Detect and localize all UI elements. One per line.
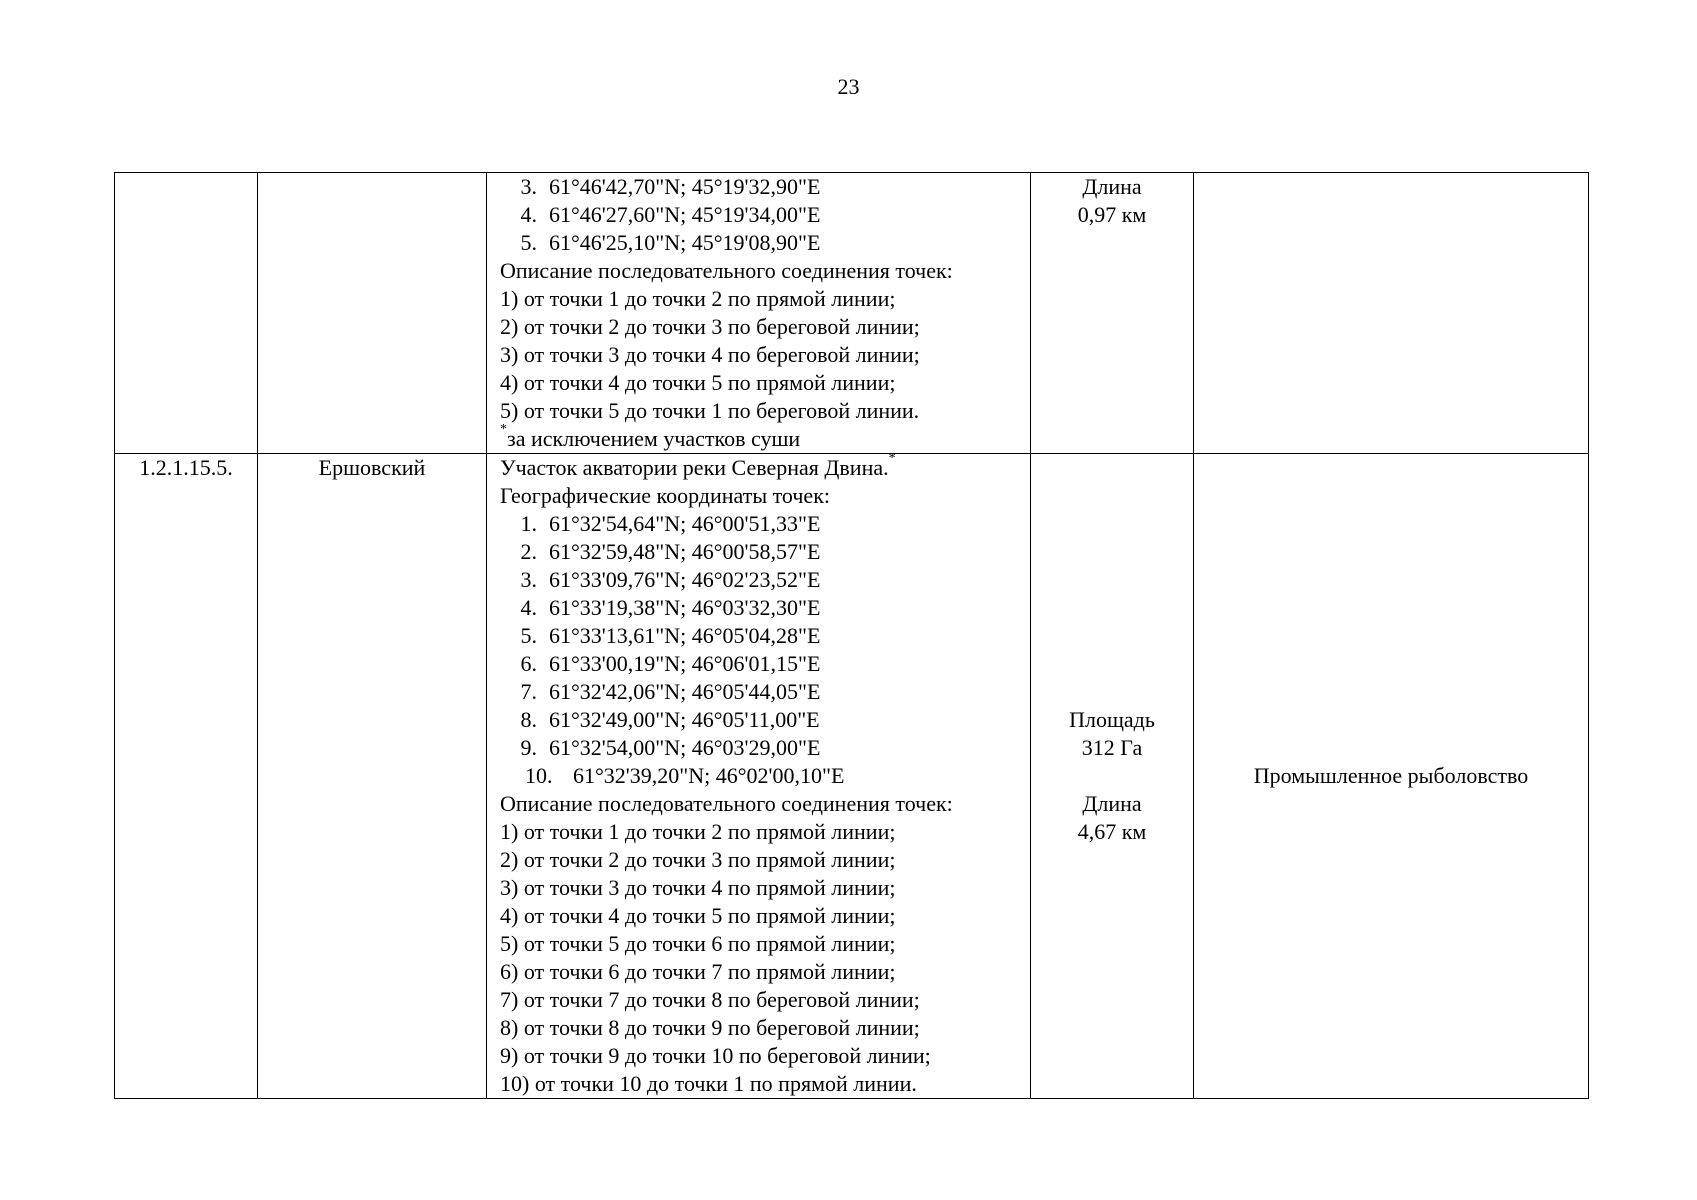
- coordinate-point: [487, 594, 1030, 622]
- fishing-areas-table: [114, 172, 1589, 1099]
- connection-title: Описание последовательного соединения точек:: [500, 791, 953, 816]
- point-coords: 61°33'09,76"N; 46°02'23,52"E: [549, 567, 821, 592]
- footnote-mark: *: [500, 422, 507, 437]
- coordinate-point: [487, 229, 1030, 257]
- point-coords: 61°32'49,00"N; 46°05'11,00"E: [549, 707, 820, 732]
- point-coords: 61°46'25,10"N; 45°19'08,90"E: [549, 230, 821, 255]
- coordinate-point: [487, 622, 1030, 650]
- coordinate-point: [487, 566, 1030, 594]
- point-coords: 61°33'13,61"N; 46°05'04,28"E: [549, 623, 821, 648]
- description-cell: [487, 173, 1031, 454]
- connection-line: 10) от точки 10 до точки 1 по прямой линии.: [500, 1071, 917, 1096]
- name-cell: [258, 454, 487, 1099]
- blank-line: [1031, 762, 1193, 790]
- area-title-text: Участок акватории реки Северная Двина.: [500, 455, 889, 480]
- coordinate-point: [487, 650, 1030, 678]
- table-row: [115, 454, 1589, 1099]
- connection-line: 4) от точки 4 до точки 5 по прямой линии;: [500, 903, 896, 928]
- area-label: Площадь: [1069, 707, 1155, 732]
- point-number: 7.: [520, 679, 537, 704]
- point-coords: 61°32'54,00"N; 46°03'29,00"E: [549, 735, 821, 760]
- footnote: [487, 422, 1030, 453]
- name-cell: [258, 173, 487, 454]
- connection-line: 2) от точки 2 до точки 3 по прямой линии;: [500, 847, 896, 872]
- usage-type: Промышленное рыболовство: [1253, 763, 1529, 788]
- area-code: 1.2.1.15.5.: [139, 455, 233, 480]
- length-label: Длина: [1082, 791, 1142, 816]
- connection-line: 4) от точки 4 до точки 5 по прямой линии;: [500, 370, 896, 395]
- point-number: 4.: [520, 202, 537, 227]
- point-coords: 61°46'27,60"N; 45°19'34,00"E: [549, 202, 821, 227]
- point-coords: 61°33'19,38"N; 46°03'32,30"E: [549, 595, 821, 620]
- connection-line: 2) от точки 2 до точки 3 по береговой линии;: [500, 314, 920, 339]
- table-row: [115, 173, 1589, 454]
- usage-cell: [1194, 173, 1589, 454]
- coordinate-point: [487, 538, 1030, 566]
- connection-line: 5) от точки 5 до точки 6 по прямой линии;: [500, 931, 896, 956]
- footnote-text: за исключением участков суши: [507, 426, 801, 451]
- point-coords: 61°32'54,64"N; 46°00'51,33"E: [549, 511, 821, 536]
- point-coords: 61°33'00,19"N; 46°06'01,15"E: [549, 651, 821, 676]
- coordinate-point: [487, 734, 1030, 762]
- description-cell: [487, 451, 1031, 1099]
- code-cell: [115, 173, 258, 454]
- point-number: 5.: [520, 230, 537, 255]
- connection-line: 6) от точки 6 до точки 7 по прямой линии;: [500, 959, 896, 984]
- point-number: 10.: [525, 763, 553, 788]
- coordinate-point: [487, 173, 1030, 201]
- connection-line: 1) от точки 1 до точки 2 по прямой линии;: [500, 286, 896, 311]
- coordinate-point: [487, 706, 1030, 734]
- connection-line: 5) от точки 5 до точки 1 по береговой линии.: [500, 398, 920, 423]
- point-number: 3.: [520, 174, 537, 199]
- connection-line: 9) от точки 9 до точки 10 по береговой линии;: [500, 1043, 931, 1068]
- point-number: 8.: [520, 707, 537, 732]
- point-number: 6.: [520, 651, 537, 676]
- length-value: 4,67 км: [1077, 819, 1147, 844]
- connection-line: 3) от точки 3 до точки 4 по прямой линии;: [500, 875, 896, 900]
- connection-title: Описание последовательного соединения точек:: [500, 258, 953, 283]
- usage-cell: [1194, 454, 1589, 1099]
- code-cell: [115, 454, 258, 1099]
- connection-line: 7) от точки 7 до точки 8 по береговой линии;: [500, 987, 920, 1012]
- coordinate-point: [487, 201, 1030, 229]
- size-cell: [1031, 173, 1194, 454]
- point-coords: 61°32'59,48"N; 46°00'58,57"E: [549, 539, 821, 564]
- connection-line: 8) от точки 8 до точки 9 по береговой линии;: [500, 1015, 920, 1040]
- point-number: 5.: [520, 623, 537, 648]
- size-cell: [1031, 454, 1194, 1099]
- point-coords: 61°32'42,06"N; 46°05'44,05"E: [549, 679, 821, 704]
- coordinate-point: [487, 678, 1030, 706]
- point-number: 2.: [520, 539, 537, 564]
- area-name: Ершовский: [318, 455, 426, 480]
- point-coords: 61°46'42,70"N; 45°19'32,90"E: [549, 174, 821, 199]
- page-number: 23: [837, 74, 860, 99]
- connection-line: 1) от точки 1 до точки 2 по прямой линии;: [500, 819, 896, 844]
- length-label: Длина: [1082, 174, 1142, 199]
- point-number: 1.: [520, 511, 537, 536]
- point-number: 4.: [520, 595, 537, 620]
- length-value: 0,97 км: [1077, 202, 1147, 227]
- size-spacer: [1031, 454, 1193, 706]
- area-title: [487, 451, 1030, 482]
- coords-title: Географические координаты точек:: [500, 483, 830, 508]
- coordinate-point: [487, 510, 1030, 538]
- point-number: 3.: [520, 567, 537, 592]
- point-coords: 61°32'39,20"N; 46°02'00,10"E: [573, 763, 845, 788]
- area-value: 312 Га: [1081, 735, 1143, 760]
- point-number: 9.: [520, 735, 537, 760]
- coordinate-point: [487, 762, 1030, 790]
- connection-line: 3) от точки 3 до точки 4 по береговой линии;: [500, 342, 920, 367]
- footnote-mark: *: [888, 451, 896, 466]
